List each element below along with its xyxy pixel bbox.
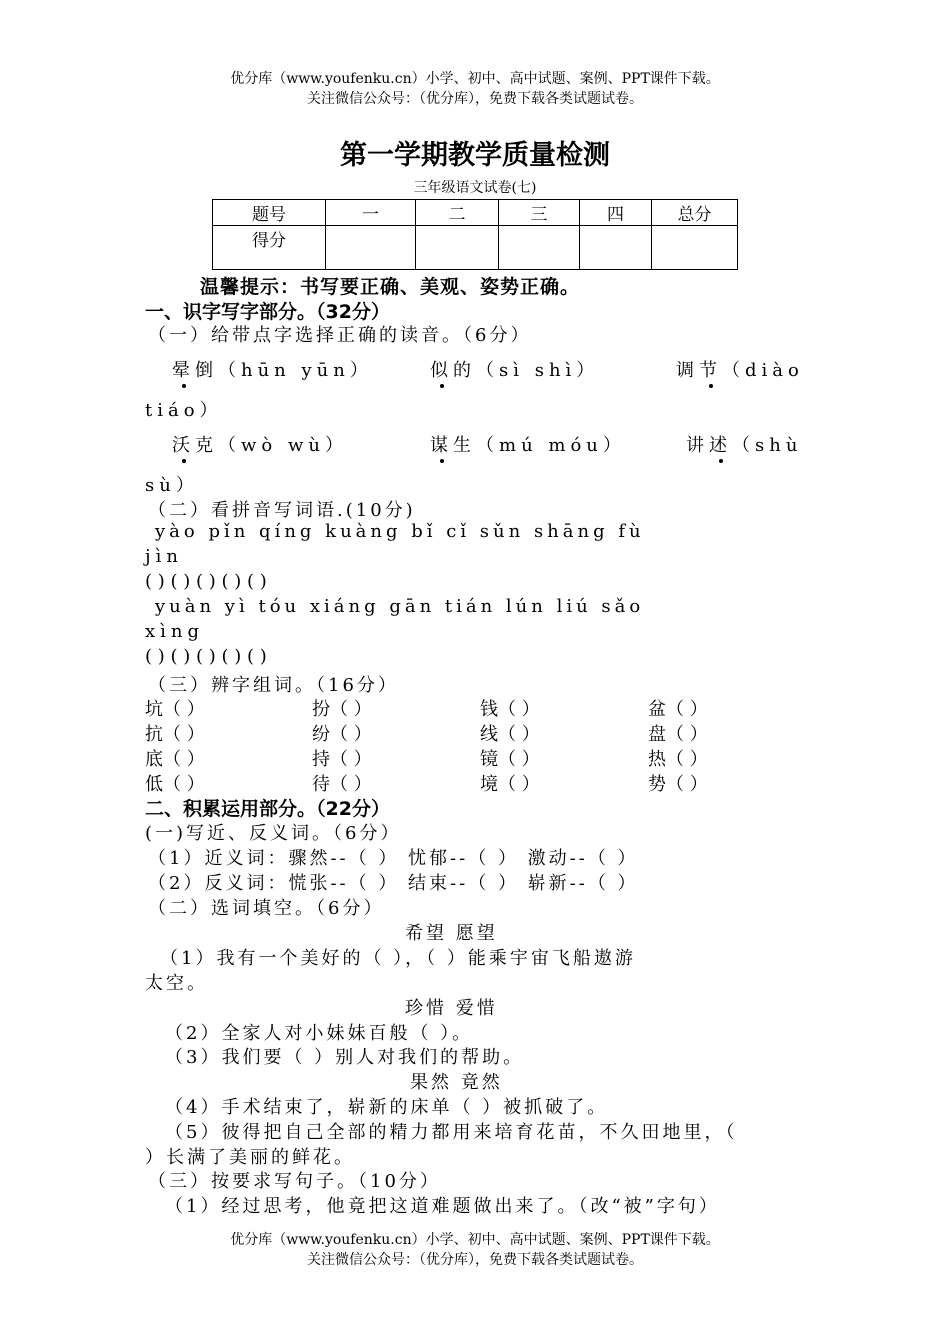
- score-header: 二: [416, 200, 499, 226]
- q3-cell[interactable]: 底（ ）: [145, 749, 205, 770]
- s2-q3-title: （三）按要求写句子。（10分）: [148, 1171, 441, 1192]
- q1-item: 调节（diào: [676, 356, 804, 382]
- q3-title: （三）辨字组词。（16分）: [148, 675, 399, 696]
- section2-title: 二、积累运用部分。（22分）: [145, 798, 390, 820]
- q1-item: 沃克（wò wù）: [172, 431, 348, 457]
- fill-sentence[interactable]: （5）彼得把自己全部的精力都用来培育花苗，不久田地里，（: [165, 1122, 738, 1143]
- page-subtitle: 三年级语文试卷(七): [413, 180, 537, 196]
- rewrite-sentence: （1）经过思考，他竟把这道难题做出来了。（改“被”字句）: [165, 1196, 720, 1217]
- score-row-label: 得分: [213, 226, 326, 270]
- antonym-line[interactable]: （2）反义词：慌张--（ ） 结束--（ ） 崭新--（ ）: [148, 873, 639, 894]
- footer-line-2: 关注微信公众号：（优分库），免费下载各类试题试卷。: [307, 1252, 643, 1268]
- dotted-char: 述: [709, 431, 732, 457]
- dotted-char: 谋: [430, 431, 453, 457]
- score-cell[interactable]: [652, 226, 738, 270]
- score-cell[interactable]: [499, 226, 580, 270]
- q3-cell[interactable]: 钱（ ）: [480, 699, 540, 720]
- q3-cell[interactable]: 盆（ ）: [648, 699, 708, 720]
- q1-wrap: sù）: [145, 475, 199, 496]
- section1-title: 一、识字写字部分。（32分）: [145, 301, 390, 323]
- q3-cell[interactable]: 线（ ）: [480, 724, 540, 745]
- q1-item: 谋生（mú móu）: [430, 431, 626, 457]
- score-cell[interactable]: [416, 226, 499, 270]
- pinyin-line: yuàn yì tóu xiáng gān tián lún liú sǎo: [155, 596, 645, 617]
- q3-cell[interactable]: 扮（ ）: [312, 699, 372, 720]
- fill-sentence-wrap: ）长满了美丽的鲜花。: [145, 1147, 355, 1168]
- tip: 温馨提示：书写要正确、美观、姿势正确。: [200, 276, 581, 298]
- q3-cell[interactable]: 抗（ ）: [145, 724, 205, 745]
- word-options: 希望 愿望: [405, 923, 498, 944]
- score-header: 题号: [213, 200, 326, 226]
- dotted-char: 沃: [172, 431, 195, 457]
- s2-q1-title: (一)写近、反义词。（6分）: [145, 823, 402, 844]
- synonym-line[interactable]: （1）近义词：骤然--（ ） 忧郁--（ ） 激动--（ ）: [148, 848, 639, 869]
- q1-item: 讲述（shù: [686, 431, 802, 457]
- pinyin-wrap: jìn: [145, 546, 183, 567]
- q3-cell[interactable]: 低（ ）: [145, 774, 205, 795]
- footer-line-1: 优分库（www.youfenku.cn）小学、初中、高中试题、案例、PPT课件下载。: [230, 1232, 720, 1248]
- word-options: 珍惜 爱惜: [405, 998, 498, 1019]
- fill-sentence[interactable]: （3）我们要（ ）别人对我们的帮助。: [165, 1047, 525, 1068]
- score-header: 三: [499, 200, 580, 226]
- fill-sentence[interactable]: （1）我有一个美好的（ ），（ ）能乘宇宙飞船遨游: [160, 948, 636, 969]
- q3-cell[interactable]: 待（ ）: [312, 774, 372, 795]
- dotted-char: 晕: [172, 356, 195, 382]
- score-header: 四: [580, 200, 652, 226]
- score-header: 一: [326, 200, 416, 226]
- q2-title: （二）看拼音写词语.(10分): [148, 500, 416, 521]
- q3-cell[interactable]: 持（ ）: [312, 749, 372, 770]
- word-options: 果然 竟然: [410, 1072, 503, 1093]
- q1-item: 晕倒（hūn yūn）: [172, 356, 373, 382]
- q1-item: 似的（sì shì）: [430, 356, 599, 382]
- q3-cell[interactable]: 坑（ ）: [145, 699, 205, 720]
- score-cell[interactable]: [326, 226, 416, 270]
- pinyin-wrap: xìng: [145, 621, 205, 642]
- score-header: 总分: [652, 200, 738, 226]
- fill-sentence[interactable]: （4）手术结束了，崭新的床单（ ）被抓破了。: [165, 1097, 609, 1118]
- q3-cell[interactable]: 境（ ）: [480, 774, 540, 795]
- q3-cell[interactable]: 盘（ ）: [648, 724, 708, 745]
- q1-title: （一）给带点字选择正确的读音。（6分）: [148, 325, 532, 346]
- score-cell[interactable]: [580, 226, 652, 270]
- q3-cell[interactable]: 镜（ ）: [480, 749, 540, 770]
- s2-q2-title: （二）选词填空。（6分）: [148, 898, 385, 919]
- dotted-char: 似: [430, 356, 453, 382]
- pinyin-line: yào pǐn qíng kuàng bǐ cǐ sǔn shāng fù: [155, 521, 645, 542]
- q3-cell[interactable]: 势（ ）: [648, 774, 708, 795]
- q1-wrap: tiáo）: [145, 400, 223, 421]
- q3-cell[interactable]: 热（ ）: [648, 749, 708, 770]
- header-line-1: 优分库（www.youfenku.cn）小学、初中、高中试题、案例、PPT课件下载。: [230, 71, 720, 87]
- page-title: 第一学期教学质量检测: [340, 140, 610, 171]
- score-table: [212, 199, 738, 270]
- blank-line[interactable]: ( ) ( ) ( ) ( ) ( ): [145, 646, 267, 667]
- q3-cell[interactable]: 纷（ ）: [312, 724, 372, 745]
- header-line-2: 关注微信公众号：（优分库），免费下载各类试题试卷。: [307, 91, 643, 107]
- fill-sentence[interactable]: （2）全家人对小妹妹百般（ ）。: [165, 1023, 474, 1044]
- dotted-char: 节: [699, 356, 722, 382]
- fill-sentence-wrap: 太空。: [145, 973, 208, 994]
- blank-line[interactable]: ( ) ( ) ( ) ( ) ( ): [145, 571, 267, 592]
